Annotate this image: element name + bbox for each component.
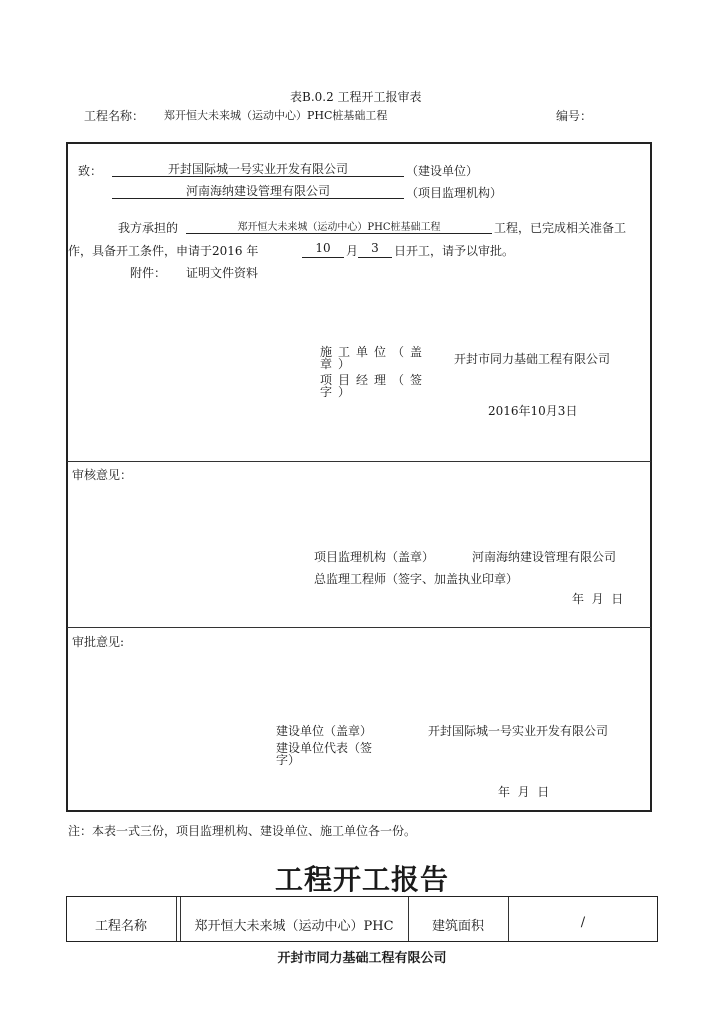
approval-date-placeholder: 年 月 日 [498,785,550,799]
recipient-supervision-role: （项目监理机构） [406,186,503,200]
serial-number-label: 编号： [556,109,593,123]
recipient-supervision-unit: 河南海纳建设管理有限公司 [112,182,404,199]
owner-org-name: 开封国际城一号实业开发有限公司 [428,724,609,738]
body-project-name: 郑开恒大未来城（运动中心）PHC桩基础工程 [186,218,492,234]
attachment-value: 证明文件资料 [186,266,259,280]
report-building-area-label: 建筑面积 [431,919,484,934]
section-divider [67,627,651,628]
approval-section-title: 审批意见: [72,635,125,649]
body-prefix: 我方承担的 [118,221,179,235]
supervision-org-name: 河南海纳建设管理有限公司 [472,550,617,564]
project-name-value: 郑开恒大未来城（运动中心）PHC桩基础工程 [164,109,388,122]
section-divider [67,461,651,462]
chief-engineer-signature-label: 总监理工程师（签字、加盖执业印章） [314,572,519,586]
review-date-placeholder: 年 月 日 [572,592,624,606]
owner-representative-signature-label: 建设单位代表（签字） [276,741,373,767]
to-label: 致： [78,164,103,178]
body-line2-prefix: 作，具备开工条件，申请于2016 年 [68,244,259,258]
recipient-construction-unit: 开封国际城一号实业开发有限公司 [112,160,404,177]
body-line2-suffix: 日开工，请予以审批。 [394,244,515,258]
report-title: 工程开工报告 [274,863,449,896]
footer-company-name: 开封市同力基础工程有限公司 [277,951,447,966]
project-name-label: 工程名称： [84,109,145,123]
contractor-seal-label: 施工单位（盖章） [320,345,429,371]
table-cell-divider [180,897,181,941]
report-building-area-value: / [580,915,586,930]
start-month: 10 [302,241,344,258]
attachment-label: 附件： [130,266,167,280]
start-day: 3 [358,241,392,258]
table-cell-divider [408,897,409,941]
table-cell-divider [176,897,177,941]
form-table-number: 表B.0.2 工程开工报审表 [290,90,422,104]
review-section-title: 审核意见： [72,468,133,482]
month-label: 月 [346,244,359,258]
report-project-name-label: 工程名称 [94,919,147,934]
table-cell-divider [508,897,509,941]
body-suffix: 工程，已完成相关准备工 [494,221,627,235]
report-project-name-value: 郑开恒大未来城（运动中心）PHC [194,919,394,934]
application-date: 2016年10月3日 [488,404,578,418]
recipient-construction-role: （建设单位） [406,164,479,178]
supervision-seal-label: 项目监理机构（盖章） [314,550,435,564]
project-manager-signature-label: 项目经理（签字） [320,373,429,399]
contractor-name: 开封市同力基础工程有限公司 [454,352,611,366]
owner-seal-label: 建设单位（盖章） [276,724,373,738]
form-note: 注：本表一式三份，项目监理机构、建设单位、施工单位各一份。 [68,824,417,838]
